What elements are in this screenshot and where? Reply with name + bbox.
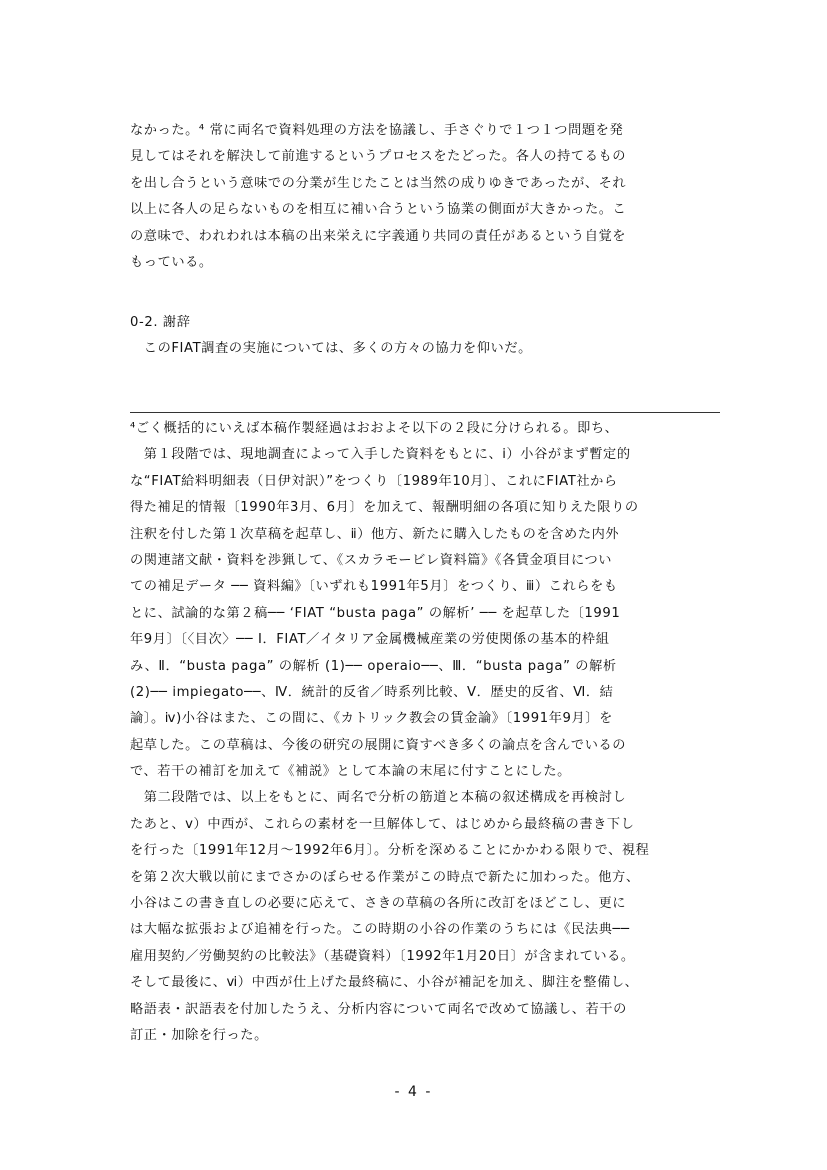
footnote-line: を第２次大戦以前にまでさかのぼらせる作業がこの時点で新たに加わった。他方、 bbox=[130, 869, 640, 885]
footnote-line: は大幅な拡張および追補を行った。この時期の小谷の作業のうちには《民法典── bbox=[130, 922, 630, 938]
body-line: の意味で、われわれは本稿の出来栄えに字義通り共同の責任があるという自覚を bbox=[130, 228, 627, 244]
acknowledgement-paragraph bbox=[130, 336, 720, 362]
footnote-line: で、若干の補訂を加えて《補説》として本論の末尾に付すことにした。 bbox=[130, 764, 571, 780]
footnote-line: 論〕。ⅳ)小谷はまた、この間に、《カトリック教会の賃金論》〔1991年9月〕を bbox=[130, 711, 613, 727]
footnote-line: 訂正・加除を行った。 bbox=[130, 1027, 268, 1043]
footnote-divider bbox=[130, 412, 720, 413]
footnote-line: を行った〔1991年12月～1992年6月〕。分析を深めることにかかわる限りで、視程 bbox=[130, 843, 650, 859]
page-number: - 4 - bbox=[394, 1084, 433, 1100]
footnote-line: 年9月〕〔〈目次〉── Ⅰ．FIAT／イタリア金属機械産業の労使関係の基本的枠組 bbox=[130, 632, 610, 648]
body-line: を出し合うという意味での分業が生じたことは当然の成りゆきであったが、それ bbox=[130, 175, 627, 191]
body-line: もっている。 bbox=[130, 254, 213, 270]
footnote-line: とに、試論的な第２稿── ‘FIAT “busta paga” の解析’ ── を起草した〔1991 bbox=[130, 605, 621, 621]
section-heading bbox=[130, 310, 720, 336]
footnote-line: み、Ⅱ．“busta paga” の解析 (1)── operaio──、Ⅲ．“busta paga” の解析 bbox=[130, 658, 617, 674]
body-paragraph bbox=[130, 118, 720, 276]
body-line: 以上に各人の足らないものを相互に補い合うという協業の側面が大きかった。こ bbox=[130, 202, 627, 218]
footnote-line: 起草した。この草稿は、今後の研究の展開に資すべき多くの論点を含んでいるの bbox=[130, 737, 627, 753]
footnote-line: 注釈を付した第１次草稿を起草し、ⅱ）他方、新たに購入したものを含めた内外 bbox=[130, 526, 620, 542]
footnote-line: 第１段階では、現地調査によって入手した資料をもとに、ⅰ）小谷がまず暫定的 bbox=[130, 447, 631, 463]
section-heading-text: 0-2. 謝辞 bbox=[130, 315, 191, 330]
footnote-line: そして最後に、ⅵ）中西が仕上げた最終稿に、小谷が補記を加え、脚注を整備し、 bbox=[130, 975, 639, 991]
footnote bbox=[130, 416, 720, 1049]
footnote-line: な“FIAT給料明細表（日伊対訳）”をつくり〔1989年10月〕、これにFIAT社から bbox=[130, 473, 618, 489]
footnote-line: 得た補足的情報〔1990年3月、6月〕を加えて、報酬明細の各項に知りえた限りの bbox=[130, 500, 639, 516]
footnote-line: 第二段階では、以上をもとに、両名で分析の筋道と本稿の叙述構成を再検討し bbox=[130, 790, 627, 806]
footnote-line: (2)── impiegato──、Ⅳ．統計的反省／時系列比較、Ⅴ．歴史的反省、Ⅵ．結 bbox=[130, 684, 614, 700]
footnote-line: 小谷はこの書き直しの必要に応えて、さきの草稿の各所に改訂をほどこし、更に bbox=[130, 896, 627, 912]
footnote-line: ての補足データ ── 資料編》〔いずれも1991年5月〕をつくり、ⅲ）これらをも bbox=[130, 579, 618, 595]
footnote-line: ⁴ごく概括的にいえば本稿作製経過はおおよそ以下の２段に分けられる。即ち、 bbox=[130, 421, 619, 436]
acknowledgement-line: このFIAT調査の実施については、多くの方々の協力を仰いだ。 bbox=[130, 341, 532, 356]
footnote-line: たあと、ⅴ）中西が、これらの素材を一旦解体して、はじめから最終稿の書き下し bbox=[130, 816, 635, 832]
footnote-line: 略語表・訳語表を付加したうえ、分析内容について両名で改めて協議し、若干の bbox=[130, 1001, 627, 1017]
footnote-line: の関連諸文献・資料を渉猟して、《スカラモービレ資料篇》《各賃金項目につい bbox=[130, 552, 613, 568]
body-line: 見してはそれを解決して前進するというプロセスをたどった。各人の持てるもの bbox=[130, 149, 627, 165]
footnote-line: 雇用契約／労働契約の比較法》（基礎資料）〔1992年1月20日〕が含まれている。 bbox=[130, 948, 635, 964]
body-line: なかった。⁴ 常に両名で資料処理の方法を協議し、手さぐりで１つ１つ問題を発 bbox=[130, 123, 624, 138]
